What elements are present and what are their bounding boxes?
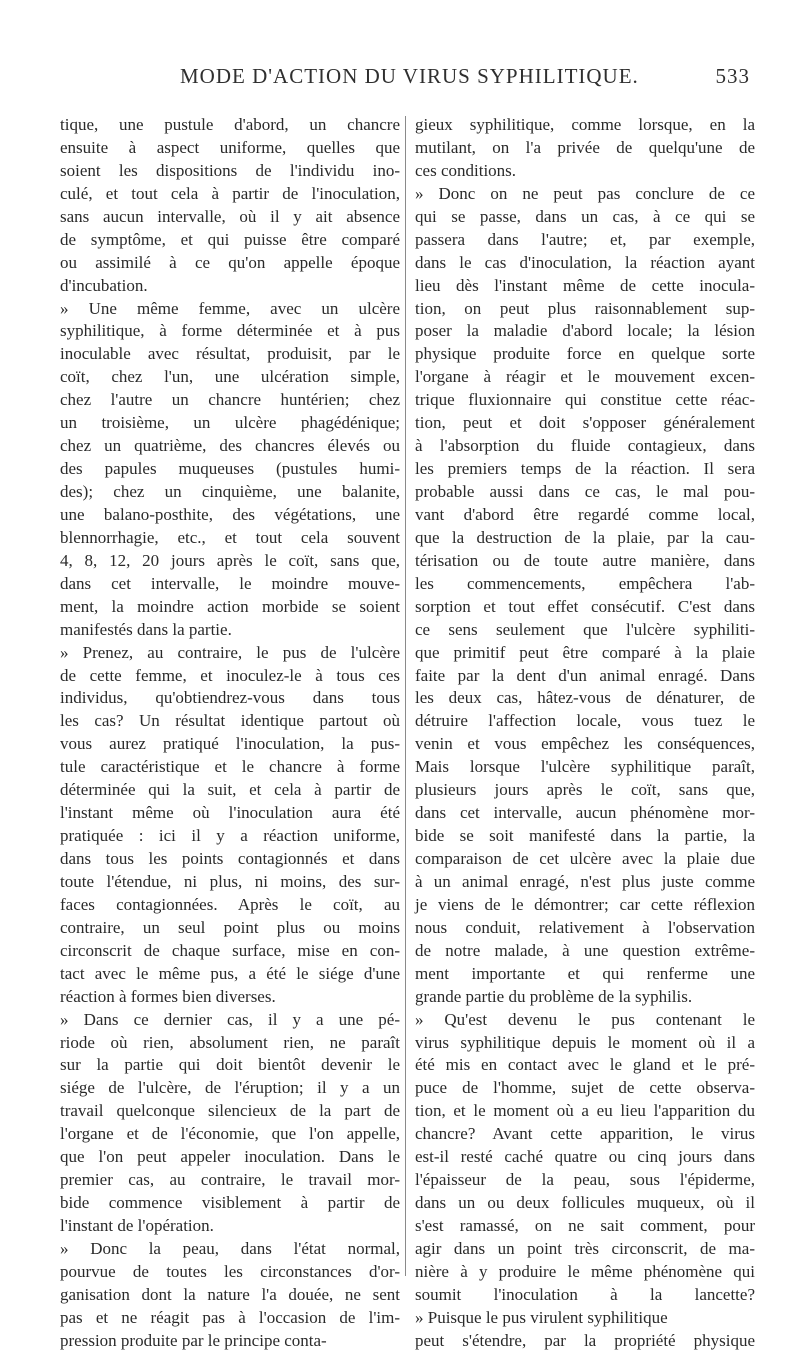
text-line: sorption et tout effet consécutif. C'est dans [415,596,755,616]
text-line: pas et ne réagit pas à l'occasion de l'im- [60,1307,400,1327]
text-line: trique fluxionnaire qui constitue cette réac- [415,390,755,410]
text-line: » Dans ce dernier cas, il y a une pé- [60,1009,400,1029]
text-line: culé, et tout cela à partir de l'inoculation, [60,183,400,203]
text-line: un troisième, un ulcère phagédénique; [60,413,400,433]
text-line: ou assimilé à ce qu'on appelle époque [60,252,400,272]
text-line: coït, chez l'un, une ulcération simple, [60,367,400,387]
text-line: l'instant même où l'inoculation aura été [60,803,400,823]
text-line: une balano-posthite, des végétations, une [60,504,400,524]
text-line: dans cet intervalle, aucun phénomène mor- [415,803,755,823]
text-line: virus syphilitique depuis le moment où il a [415,1032,755,1052]
text-line: dans le cas d'inoculation, la réaction ayant [415,252,755,272]
text-line: sans aucun intervalle, où il y ait absence [60,206,400,226]
text-line: » Une même femme, avec un ulcère [60,298,400,318]
text-line: lieu dès l'instant même de cette inocula- [415,275,755,295]
text-line: ce sens seulement que l'ulcère syphiliti- [415,619,755,639]
text-line: tion, et le moment où a eu lieu l'apparition du [415,1101,755,1121]
text-line: gieux syphilitique, comme lorsque, en la [415,115,755,134]
text-line: été mis en contact avec le gland et le pré- [415,1055,755,1075]
text-line: térisation ou de toute autre manière, dans [415,550,755,570]
text-line: dans un ou deux follicules muqueux, où il [415,1193,755,1213]
text-line: des papules muqueuses (pustules humi- [60,459,400,479]
text-line: agir dans un point très circonscrit, de ma- [415,1238,755,1258]
text-line: circonscrit de chaque surface, mise en con- [60,940,400,960]
text-line: individus, qu'obtiendrez-vous dans tous [60,688,400,708]
text-line: plusieurs jours après le coït, sans que, [415,780,755,800]
text-line: à un animal enragé, n'est plus juste comme [415,871,755,891]
text-line: » Prenez, au contraire, le pus de l'ulcère [60,642,400,662]
text-line: dans tous les points contagionnés et dans [60,849,400,868]
text-line: les commencements, empêchera l'ab- [415,573,755,593]
text-line: puce de l'homme, sujet de cette observa- [415,1078,755,1098]
text-line: grande partie du problème de la syphilis. [415,986,693,1006]
text-line: » Donc la peau, dans l'état normal, [60,1238,400,1258]
text-line: ces conditions. [415,160,517,180]
text-line: probable aussi dans ce cas, le mal pou- [415,482,755,501]
text-line: contraire, un seul point plus ou moins [60,917,400,937]
text-line: l'organe et de l'économie, que l'on appelle, [60,1124,400,1144]
text-line: les deux cas, hâtez-vous de dénaturer, de [415,688,755,708]
text-line: chez un quatrième, des chancres élevés ou [60,436,400,456]
text-line: ment importante et qui renferme une [415,963,755,983]
text-line: siége de l'ulcère, de l'éruption; il y a un [60,1078,400,1098]
text-line: détruire l'affection locale, vous tuez le [415,711,755,731]
text-line: blennorrhagie, etc., et tout cela souvent [60,527,400,547]
text-line: soient les dispositions de l'individu ino- [60,160,400,180]
text-line: chancre? Avant cette apparition, le virus [415,1124,755,1144]
text-line: déterminée qui la suit, et cela à partir de [60,780,400,800]
text-line: dans cet intervalle, le moindre mouve- [60,573,400,593]
text-line: venin et vous empêchez les conséquences, [415,734,755,754]
text-line: physique produite force en quelque sorte [415,344,755,364]
text-line: ensuite à aspect uniforme, quelles que [60,137,400,157]
text-line: je viens de le démontrer; car cette réflexion [415,894,755,914]
text-line: de symptôme, et qui puisse être comparé [60,229,400,249]
text-line: de notre malade, à une question extrême- [415,940,755,960]
left-text-column [60,114,400,1353]
text-line: manifestés dans la partie. [60,619,232,639]
text-line: peut s'étendre, par la propriété physique [415,1330,755,1350]
text-line: tact avec le même pus, a été le siége d'une [60,963,400,983]
text-line: chez l'autre un chancre huntérien; chez [60,390,400,410]
text-line: Mais lorsque l'ulcère syphilitique paraît, [415,757,755,777]
text-line: tion, peut et doit s'opposer généralement [415,413,755,433]
text-line: nous conduit, relativement à l'observation [415,917,755,937]
text-line: premier cas, au contraire, le travail mor- [60,1170,400,1190]
text-line: pourvue de toutes les circonstances d'or- [60,1261,400,1281]
page-number: 533 [715,64,750,88]
text-line: travail quelconque silencieux de la part de [60,1101,400,1121]
text-line: s'est ramassé, on ne sait comment, pour [415,1216,755,1235]
text-line: les premiers temps de la réaction. Il sera [415,459,755,479]
text-line: faces contagionnées. Après le coït, au [60,894,400,914]
text-line: des); chez un cinquième, une balanite, [60,482,400,501]
text-line: passera dans l'autre; et, par exemple, [415,229,755,249]
text-line: que primitif peut être comparé à la plaie [415,642,755,662]
text-line: tule caractéristique et le chancre à forme [60,757,400,777]
text-line: mutilant, on l'a privée de quelqu'une de [415,137,755,157]
text-line: bide commence visiblement à partir de [60,1193,400,1213]
text-line: ment, la moindre action morbide se soient [60,596,400,616]
text-line: l'instant de l'opération. [60,1216,214,1235]
text-line: vous aurez pratiqué l'inoculation, la pus- [60,734,400,754]
text-line: qui se passe, dans un cas, à ce qui se [415,206,755,226]
text-line: soumit l'inoculation à la lancette? [415,1284,755,1304]
text-line: tion, on peut plus raisonnablement sup- [415,298,755,318]
text-line: toute l'étendue, ni plus, ni moins, des sur- [60,871,400,891]
text-line: faite par la dent d'un animal enragé. Dans [415,665,755,685]
text-line: sur la partie qui doit bientôt devenir le [60,1055,400,1075]
text-line: nière à y produire le même phénomène qui [415,1261,755,1281]
text-line: pratiquée : ici il y a réaction uniforme, [60,826,400,846]
text-line: ganisation dont la nature l'a douée, ne sent [60,1284,400,1304]
column-divider [405,116,406,1276]
text-line: de cette femme, et inoculez-le à tous ces [60,665,400,685]
text-line: d'incubation. [60,275,148,295]
text-line: bide se soit manifesté dans la partie, la [415,826,755,846]
text-line: 4, 8, 12, 20 jours après le coït, sans que, [60,550,400,570]
text-line: inoculable avec résultat, produisit, par le [60,344,400,364]
text-line: comparaison de cet ulcère avec la plaie due [415,849,755,868]
text-line: les cas? Un résultat identique partout où [60,711,400,731]
text-line: l'épaisseur de la peau, sous l'épiderme, [415,1170,755,1190]
text-line: à l'absorption du fluide contagieux, dans [415,436,755,456]
right-text-column [415,114,755,1353]
text-line: pression produite par le principe conta- [60,1330,327,1350]
text-line: » Qu'est devenu le pus contenant le [415,1009,755,1029]
text-line: » Donc on ne peut pas conclure de ce [415,183,755,203]
text-line: tique, une pustule d'abord, un chancre [60,115,400,134]
text-line: réaction à formes bien diverses. [60,986,276,1006]
text-line: que la destruction de la plaie, par la cau- [415,527,755,547]
text-line: l'organe à réagir et le mouvement excen- [415,367,755,387]
text-line: » Puisque le pus virulent syphilitique [415,1307,668,1327]
text-line: riode où rien, absolument rien, ne paraît [60,1032,400,1052]
text-line: que l'on peut appeler inoculation. Dans le [60,1147,400,1167]
text-line: vant d'abord être regardé comme local, [415,504,755,524]
running-header [60,64,750,94]
text-line: poser la maladie d'abord locale; la lésion [415,321,755,341]
text-line: syphilitique, à forme déterminée et à pus [60,321,400,341]
running-title: MODE D'ACTION DU VIRUS SYPHILITIQUE. [180,64,639,88]
text-line: est-il resté caché quatre ou cinq jours dans [415,1147,755,1167]
